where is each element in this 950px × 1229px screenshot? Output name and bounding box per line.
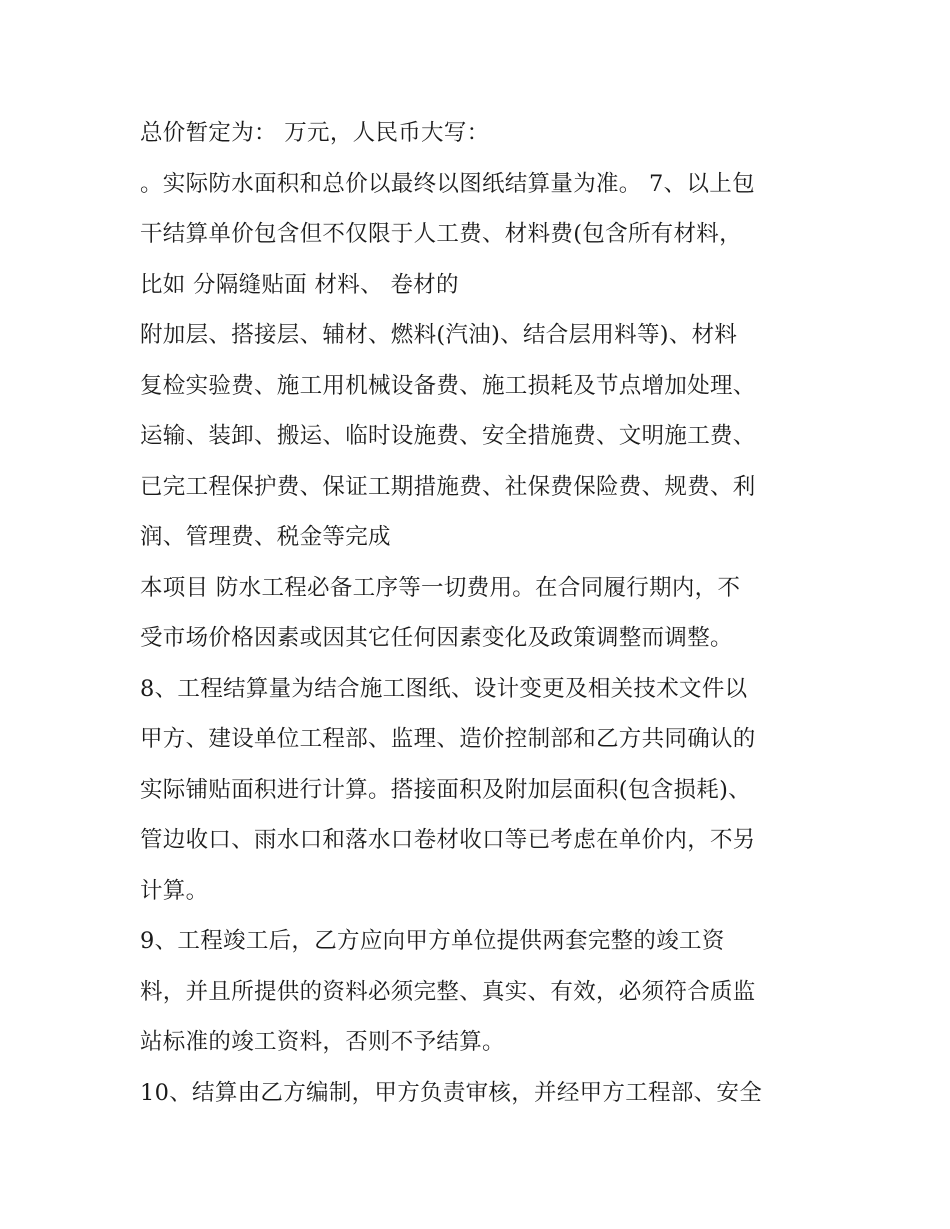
text-line-13: 甲方、建设单位工程部、监理、造价控制部和乙方共同确认的	[140, 726, 756, 752]
text-line-9: 润、管理费、税金等完成	[140, 524, 391, 550]
text-line-11: 受市场价格因素或因其它任何因素变化及政策调整而调整。	[140, 625, 733, 651]
text-line-3: 干结算单价包含但不仅限于人工费、材料费(包含所有材料，	[140, 221, 742, 247]
text-line-2: 。实际防水面积和总价以最终以图纸结算量为准。 7、以上包	[140, 170, 755, 197]
text-line-20: 10、结算由乙方编制，甲方负责审核，并经甲方工程部、安全	[140, 1079, 763, 1106]
text-line-15: 管边收口、雨水口和落水口卷材收口等已考虑在单价内，不另	[140, 827, 756, 853]
text-line-17: 9、工程竣工后，乙方应向甲方单位提供两套完整的竣工资	[140, 928, 725, 954]
contract-text	[140, 108, 820, 1118]
text-line-10: 本项目 防水工程必备工序等一切费用。在合同履行期内，不	[140, 574, 741, 601]
text-line-5: 附加层、搭接层、辅材、燃料(汽油)、结合层用料等)、材料	[140, 322, 738, 348]
text-line-1: 总价暂定为： 万元，人民币大写：	[140, 120, 490, 146]
text-line-19: 站标准的竣工资料，否则不予结算。	[140, 1029, 505, 1055]
text-line-16: 计算。	[140, 877, 209, 904]
text-line-6: 复检实验费、施工用机械设备费、施工损耗及节点增加处理、	[140, 372, 756, 399]
text-line-4: 比如 分隔缝贴面 材料、 卷材的	[140, 271, 459, 298]
text-line-14: 实际铺贴面积进行计算。搭接面积及附加层面积(包含损耗)、	[140, 776, 751, 803]
text-line-12: 8、工程结算量为结合施工图纸、设计变更及相关技术文件以	[140, 675, 748, 702]
text-line-7: 运输、装卸、搬运、临时设施费、安全措施费、文明施工费、	[140, 423, 756, 449]
text-line-8: 已完工程保护费、保证工期措施费、社保费保险费、规费、利	[140, 473, 756, 500]
text-line-18: 料，并且所提供的资料必须完整、真实、有效，必须符合质监	[140, 978, 756, 1005]
